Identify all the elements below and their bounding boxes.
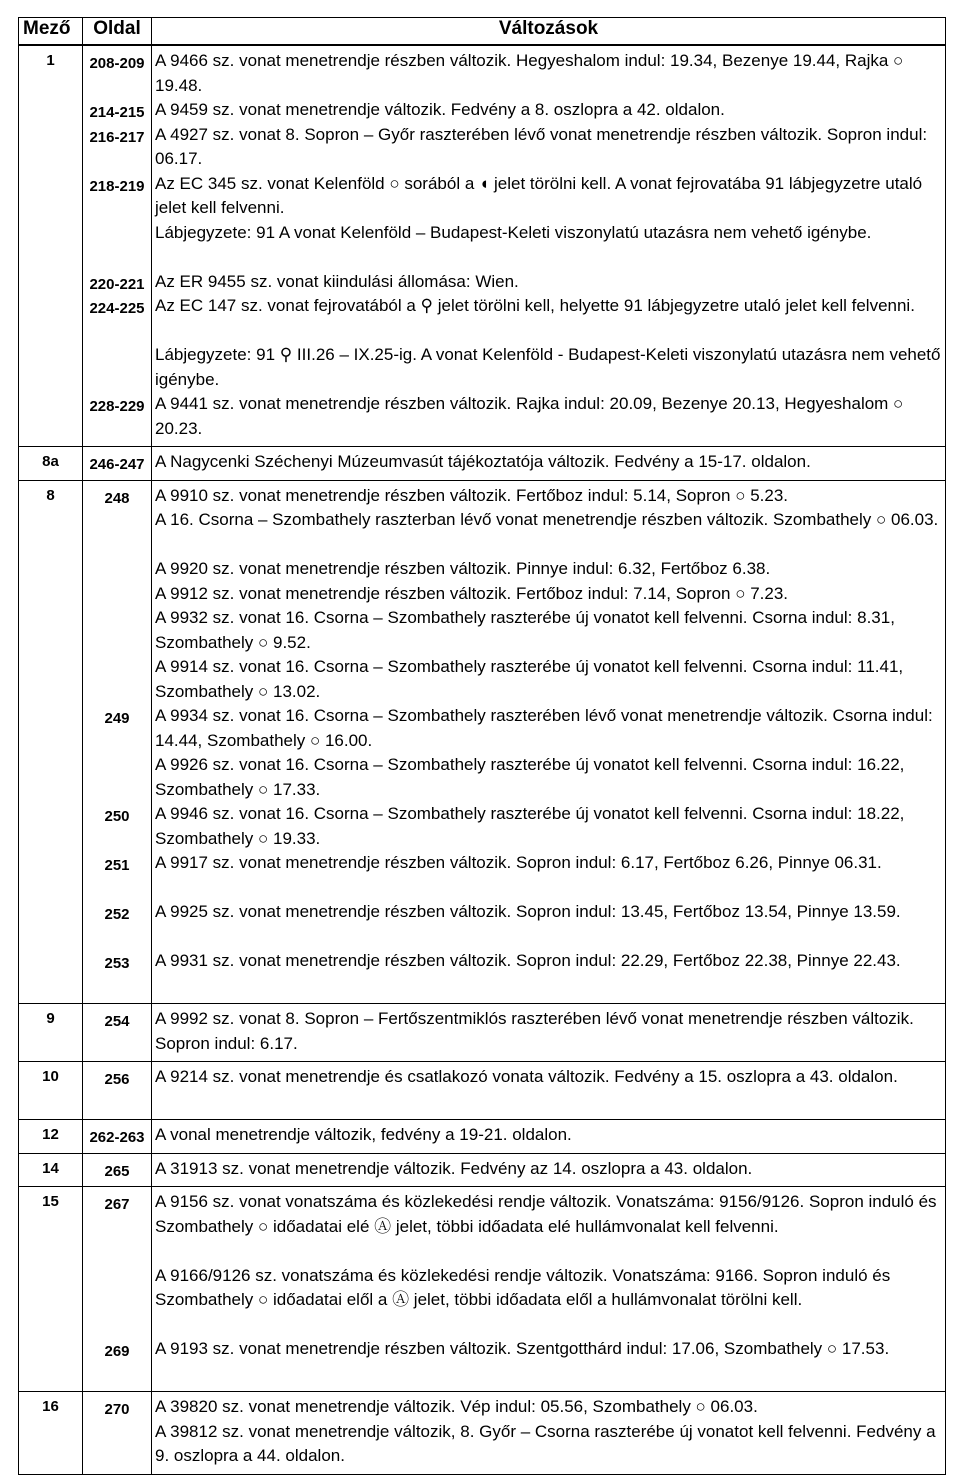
field-number: 14 bbox=[19, 1153, 83, 1187]
change-entry: A 9910 sz. vonat menetrendje részben változik. Fertőboz indul: 5.14, Sopron ○ 5.23. bbox=[155, 485, 789, 505]
change-entry: A Nagycenki Széchenyi Múzeumvasút tájékoztatója változik. Fedvény a 15-17. oldalon. bbox=[155, 452, 811, 471]
table-body bbox=[19, 45, 946, 1474]
change-text-cell bbox=[152, 45, 946, 447]
change-entry: A 9925 sz. vonat menetrendje részben változik. Sopron indul: 13.45, Fertőboz 13.54, Pinnye 13.59. bbox=[155, 902, 901, 921]
page-range: 269 bbox=[104, 1343, 130, 1360]
change-entry: Az EC 147 sz. vonat fejrovatából a ⚲ jelet törölni kell, helyette 91 lábjegyzetre utaló jelet kell felvenni. bbox=[155, 296, 915, 315]
changes-table bbox=[18, 17, 946, 1475]
page-range: 214-215 bbox=[89, 104, 145, 121]
change-entry: A 39820 sz. vonat menetrendje változik. Vép indul: 05.56, Szombathely ○ 06.03. bbox=[155, 1397, 758, 1416]
page-range-cell bbox=[83, 447, 152, 481]
field-number: 15 bbox=[19, 1187, 83, 1392]
page-range: 254 bbox=[104, 1013, 130, 1030]
change-entry: Lábjegyzete: 91 ⚲ III.26 – IX.25-ig. A vonat Kelenföld - Budapest-Keleti viszonylatú utazásra nem vehető igénybe. bbox=[155, 345, 941, 389]
page-range: 218-219 bbox=[89, 177, 145, 195]
page-range: 270 bbox=[104, 1401, 130, 1418]
table-row bbox=[19, 1187, 946, 1392]
field-number: 9 bbox=[19, 1004, 83, 1062]
header-oldal: Oldal bbox=[83, 18, 152, 46]
table-row bbox=[19, 1392, 946, 1475]
change-entry: A 9214 sz. vonat menetrendje és csatlakozó vonata változik. Fedvény a 15. oszlopra a 43. oldalon. bbox=[155, 1067, 898, 1086]
page-range: 216-217 bbox=[89, 128, 145, 146]
field-number: 8a bbox=[19, 447, 83, 481]
change-text-cell bbox=[152, 1392, 946, 1475]
page-range-cell bbox=[83, 1153, 152, 1187]
page-range: 256 bbox=[104, 1071, 130, 1088]
change-entry: A 9156 sz. vonat vonatszáma és közlekedési rendje változik. Vonatszáma: 9156/9126. Sopron induló és Szombathely ○ időadatai elé Ⓐ jelet, többi időadata elé hullámvonalat kell felvenni. bbox=[155, 1192, 937, 1236]
table-row bbox=[19, 1153, 946, 1187]
change-entry: A 9931 sz. vonat menetrendje részben változik. Sopron indul: 22.29, Fertőboz 22.38, Pinnye 22.43. bbox=[155, 951, 901, 970]
page-range: 220-221 bbox=[89, 275, 145, 293]
change-entry: A 39812 sz. vonat menetrendje változik, 8. Győr – Csorna raszterébe új vonatot kell felvenni. Fedvény a 9. oszlopra a 44. oldalon. bbox=[155, 1421, 936, 1465]
page-range: 251 bbox=[104, 857, 130, 874]
change-entry: A 9926 sz. vonat 16. Csorna – Szombathely raszterébe új vonatot kell felvenni. Csorna indul: 16.22, Szombathely ○ 17.33. bbox=[155, 755, 905, 799]
page-range: 208-209 bbox=[89, 55, 145, 72]
change-entry: A 9917 sz. vonat menetrendje részben változik. Sopron indul: 6.17, Fertőboz 6.26, Pinnye 06.31. bbox=[155, 853, 882, 872]
page-range: 262-263 bbox=[89, 1129, 145, 1146]
table-row bbox=[19, 447, 946, 481]
page-range: 249 bbox=[104, 710, 130, 727]
field-number: 16 bbox=[19, 1392, 83, 1475]
table-row bbox=[19, 45, 946, 447]
page-range-cell bbox=[83, 45, 152, 447]
change-entry: A 9441 sz. vonat menetrendje részben változik. Rajka indul: 20.09, Bezenye 20.13, Hegyeshalom ○ 20.23. bbox=[155, 394, 904, 438]
change-entry: A 9459 sz. vonat menetrendje változik. Fedvény a 8. oszlopra a 42. oldalon. bbox=[155, 100, 725, 119]
change-entry: A 4927 sz. vonat 8. Sopron – Győr raszterében lévő vonat menetrendje részben változik. Sopron indul: 06.17. bbox=[155, 124, 928, 168]
change-entry: A 9914 sz. vonat 16. Csorna – Szombathely raszterébe új vonatot kell felvenni. Csorna indul: 11.41, Szombathely ○ 13.02. bbox=[155, 657, 904, 701]
change-entry: A 31913 sz. vonat menetrendje változik. Fedvény az 14. oszlopra a 43. oldalon. bbox=[155, 1158, 753, 1178]
page-range-cell bbox=[83, 1062, 152, 1120]
page-range-cell bbox=[83, 1004, 152, 1062]
page-range: 265 bbox=[104, 1162, 130, 1180]
change-entry: A 9932 sz. vonat 16. Csorna – Szombathely raszterébe új vonatot kell felvenni. Csorna indul: 8.31, Szombathely ○ 9.52. bbox=[155, 608, 895, 652]
change-text-cell bbox=[152, 1187, 946, 1392]
header-valtozasok: Változások bbox=[152, 18, 946, 46]
header-mezo: Mező bbox=[19, 18, 83, 46]
change-entry: A 9912 sz. vonat menetrendje részben változik. Fertőboz indul: 7.14, Sopron ○ 7.23. bbox=[155, 583, 789, 603]
page-range: 252 bbox=[104, 906, 130, 923]
change-entry: A 9166/9126 sz. vonatszáma és közlekedési rendje változik. Vonatszáma: 9166. Sopron induló és Szombathely ○ időadatai elől a Ⓐ jelet, többi időadata elől a hullámvonalat törölni kell. bbox=[155, 1265, 891, 1309]
field-number: 10 bbox=[19, 1062, 83, 1120]
change-entry: A 9934 sz. vonat 16. Csorna – Szombathely raszterében lévő vonat menetrendje változik. Csorna indul: 14.44, Szombathely ○ 16.00. bbox=[155, 706, 933, 750]
change-entry: Lábjegyzete: 91 A vonat Kelenföld – Budapest-Keleti viszonylatú utazásra nem vehető igénybe. bbox=[155, 222, 872, 242]
change-entry: A 9466 sz. vonat menetrendje részben változik. Hegyeshalom indul: 19.34, Bezenye 19.44, Rajka ○ 19.48. bbox=[155, 51, 904, 95]
page-range: 228-229 bbox=[89, 398, 145, 415]
field-number: 12 bbox=[19, 1120, 83, 1154]
table-row bbox=[19, 480, 946, 1004]
page-range: 253 bbox=[104, 955, 130, 972]
change-entry: A vonal menetrendje változik, fedvény a 19-21. oldalon. bbox=[155, 1125, 572, 1144]
change-entry: Az EC 345 sz. vonat Kelenföld ○ sorából a ◖ jelet törölni kell. A vonat fejrovatába 91 lábjegyzetre utaló jelet kell felvenni. bbox=[155, 173, 923, 217]
page-range-cell bbox=[83, 480, 152, 1004]
page-range-cell bbox=[83, 1392, 152, 1475]
change-entry: A 9946 sz. vonat 16. Csorna – Szombathely raszterébe új vonatot kell felvenni. Csorna indul: 18.22, Szombathely ○ 19.33. bbox=[155, 804, 905, 848]
page-range-cell bbox=[83, 1120, 152, 1154]
table-row bbox=[19, 1062, 946, 1120]
change-text-cell bbox=[152, 1004, 946, 1062]
change-entry: A 16. Csorna – Szombathely raszterban lévő vonat menetrendje részben változik. Szombathely ○ 06.03. bbox=[155, 510, 939, 529]
page-range: 246-247 bbox=[89, 456, 145, 473]
change-text-cell bbox=[152, 447, 946, 481]
page-range: 267 bbox=[104, 1196, 130, 1213]
page-range: 224-225 bbox=[89, 300, 145, 317]
change-entry: A 9992 sz. vonat 8. Sopron – Fertőszentmiklós raszterében lévő vonat menetrendje részben változik. Sopron indul: 6.17. bbox=[155, 1009, 914, 1053]
change-text-cell bbox=[152, 1062, 946, 1120]
change-text-cell bbox=[152, 1120, 946, 1154]
change-text-cell bbox=[152, 480, 946, 1004]
field-number: 8 bbox=[19, 480, 83, 1004]
change-entry: A 9920 sz. vonat menetrendje részben változik. Pinnye indul: 6.32, Fertőboz 6.38. bbox=[155, 559, 771, 578]
field-number: 1 bbox=[19, 45, 83, 447]
header-row bbox=[19, 18, 946, 46]
change-entry: Az ER 9455 sz. vonat kiindulási állomása: Wien. bbox=[155, 271, 519, 291]
change-text-cell bbox=[152, 1153, 946, 1187]
page-range: 248 bbox=[104, 489, 130, 507]
page-range-cell bbox=[83, 1187, 152, 1392]
table-row bbox=[19, 1004, 946, 1062]
table-row bbox=[19, 1120, 946, 1154]
page-range: 250 bbox=[104, 808, 130, 825]
change-entry: A 9193 sz. vonat menetrendje részben változik. Szentgotthárd indul: 17.06, Szombathely ○ 17.53. bbox=[155, 1339, 890, 1358]
